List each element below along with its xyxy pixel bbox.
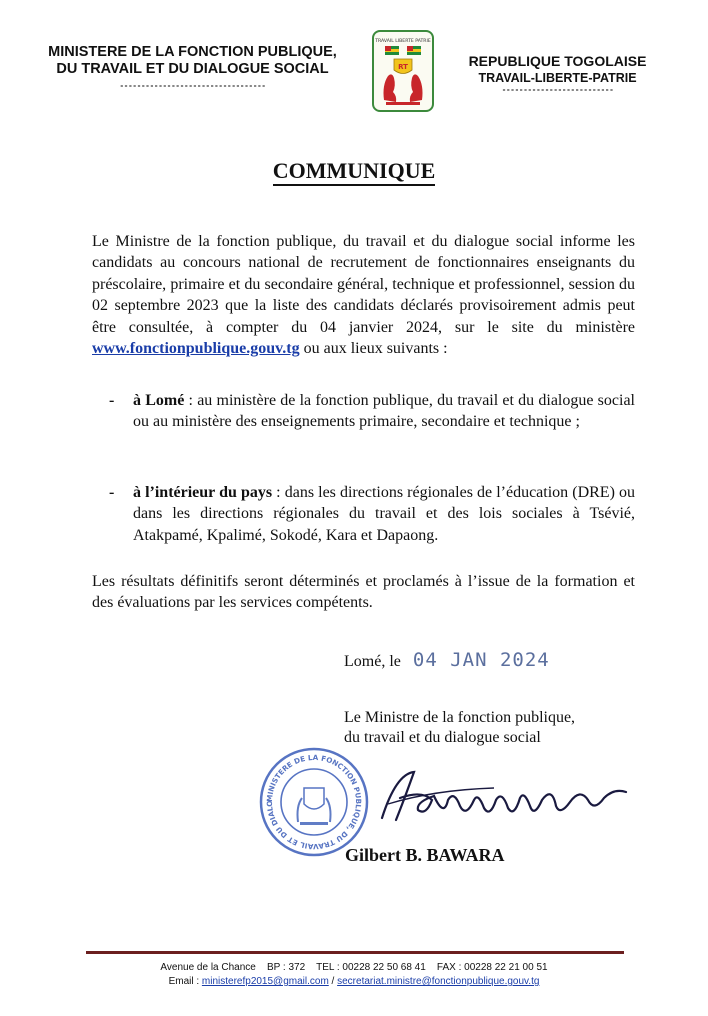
- list-item: [92, 482, 635, 546]
- emblem-motto: TRAVAIL LIBERTE PATRIE: [375, 39, 431, 44]
- coat-of-arms-icon: [372, 30, 434, 112]
- republic-motto: TRAVAIL-LIBERTE-PATRIE: [478, 71, 637, 85]
- official-stamp: [258, 746, 370, 858]
- email-link-gmail[interactable]: ministerefp2015@gmail.com: [201, 976, 329, 987]
- emblem-initials: RT: [398, 63, 408, 71]
- page-title: [0, 158, 708, 184]
- website-link[interactable]: www.fonctionpublique.gouv.tg: [92, 340, 300, 358]
- place-label: Lomé, le: [344, 653, 401, 670]
- togo-emblem: [372, 30, 434, 112]
- footer: [0, 961, 708, 989]
- bullet-dash: -: [109, 392, 115, 409]
- title-text: COMMUNIQUE: [273, 158, 436, 186]
- signatory-title-line2: du travail et du dialogue social: [344, 729, 541, 746]
- email-link-secretariat[interactable]: secretariat.ministre@fonctionpublique.gouv.tg: [337, 976, 540, 987]
- place-date: [344, 650, 550, 672]
- signatory-title: [344, 708, 575, 748]
- email-label: Email :: [168, 976, 202, 987]
- bullet-dash: -: [109, 484, 115, 501]
- email-separator: /: [328, 976, 338, 987]
- ministry-seal-icon: [258, 746, 370, 858]
- republic-dashes: --------------------------: [501, 86, 614, 95]
- stamp-ring-text: MINISTERE DE LA FONCTION PUBLIQUE, DU TRAVAIL ET DU DIALO: [264, 752, 364, 852]
- bullet-label: à Lomé: [133, 392, 185, 409]
- signatory-name: Gilbert B. BAWARA: [345, 845, 505, 865]
- ministry-name-line1: MINISTERE DE LA FONCTION PUBLIQUE,: [48, 44, 337, 60]
- signatory-title-line1: Le Ministre de la fonction publique,: [344, 709, 576, 726]
- date-stamp: 04 JAN 2024: [412, 649, 550, 671]
- bullet-text: : dans les directions régionales de l’éducation (DRE) ou dans les directions régionales du travail et des lois sociales à Tsévié, Atakpamé, Kpalimé, Sokodé, Kara et Dapaong.: [133, 484, 635, 544]
- footer-rule: [86, 951, 624, 954]
- footer-email-line: [0, 975, 708, 989]
- closing-paragraph: Les résultats définitifs seront déterminés et proclamés à l’issue de la formation et des évaluations par les services compétents.: [92, 573, 635, 612]
- ministry-header: [40, 44, 345, 95]
- bullet-text: : au ministère de la fonction publique, du travail et du dialogue social ou au ministère des enseignements primaire, secondaire et technique ;: [133, 392, 636, 431]
- intro-paragraph: [92, 231, 635, 359]
- list-item: [92, 390, 635, 433]
- republic-name: REPUBLIQUE TOGOLAISE: [468, 53, 647, 69]
- republic-header: [455, 53, 660, 95]
- intro-tail: ou aux lieux suivants :: [303, 340, 448, 358]
- signature: [374, 760, 634, 830]
- bullet-label: à l’intérieur du pays: [133, 484, 273, 501]
- footer-contact-line: Avenue de la Chance BP : 372 TEL : 00228 22 50 68 41 FAX : 00228 22 21 00 51: [160, 962, 548, 973]
- ministry-dashes: ----------------------------------: [119, 82, 266, 91]
- signature-scribble: [374, 760, 634, 830]
- intro-text: Le Ministre de la fonction publique, du travail et du dialogue social informe les candidats au concours national de recrutement de fonctionnaires enseignants du préscolaire, primaire et du secondaire général, technique et professionnel, session du 02 septembre 2023 que la liste des candidats déclarés provisoirement admis peut être consultée, à compter du 04 janvier 2024, sur le site du ministère: [92, 233, 635, 336]
- ministry-name-line2: DU TRAVAIL ET DU DIALOGUE SOCIAL: [56, 61, 329, 77]
